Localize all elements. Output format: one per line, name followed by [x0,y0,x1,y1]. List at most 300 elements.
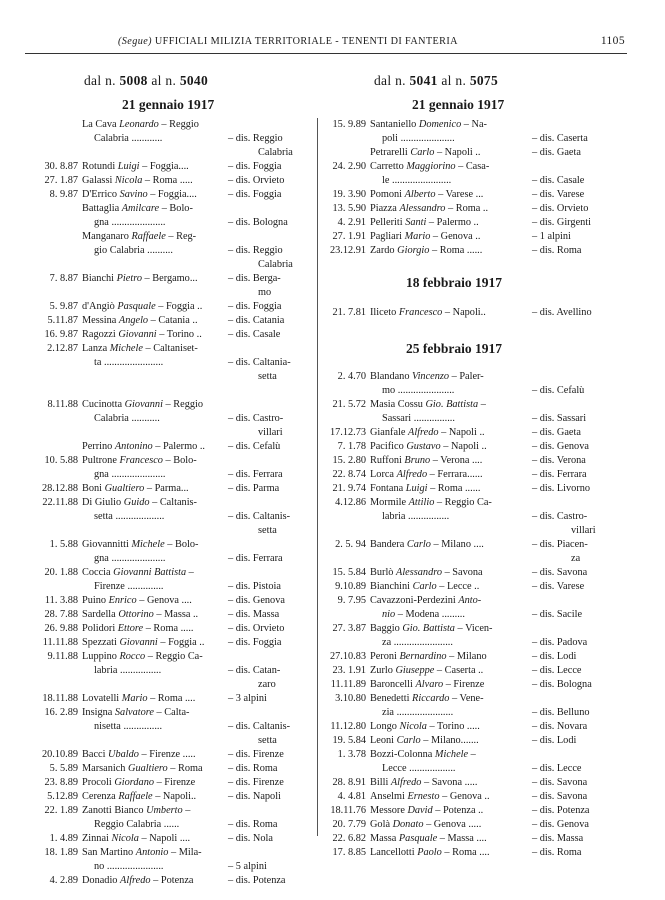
table-row [320,846,616,860]
entry-name [370,650,487,664]
table-row [22,468,314,482]
entry-name [82,790,196,804]
entry-surname: Pelleriti [370,217,406,228]
entry-destination-continued: Calabria [258,147,293,158]
entry-destination: – dis. Parma [228,483,280,494]
entry-given-name: Luigi [117,161,140,172]
entry-name [370,468,483,482]
table-row [22,174,314,188]
left-range-from: 5008 [119,73,148,88]
entry-name [370,146,480,160]
entry-given-name: Alessandro [396,567,442,578]
entry-surname: Marsanich [82,763,129,774]
table-row [22,538,314,552]
entry-destination-continued: villari [258,427,283,438]
left-range-to: 5040 [179,73,209,88]
entry-name [94,412,160,426]
entry-origin: – Milano [446,651,487,662]
entry-destination: – dis. Nola [228,833,273,844]
entry-surname: ta ....................... [94,357,164,368]
entry-given-name: Pietro [116,273,142,284]
entry-destination: – dis. Castro- [228,413,284,424]
entry-surname: poli ..................... [382,133,455,144]
header-rule [25,53,627,54]
entry-date: 21. 9.74 [332,483,366,494]
entry-date: 13. 5.90 [332,203,366,214]
entry-date: 15. 5.84 [332,567,366,578]
entry-destination: – dis. Catan- [228,665,281,676]
entry-surname: Messore [370,805,408,816]
table-row [22,580,314,594]
table-row [22,720,314,734]
entry-origin: – Firenze [443,679,485,690]
entry-given-name: Nicola [111,833,139,844]
table-row [22,636,314,650]
entry-destination: – dis. Varese [532,189,585,200]
entry-destination: – dis. Castro- [532,511,588,522]
entry-name [382,762,455,776]
table-row [22,370,314,384]
entry-surname: labria ................ [94,665,162,676]
entry-date: 28. 8.91 [332,777,366,788]
table-row [320,384,616,398]
entry-name [370,748,476,762]
entry-name [82,440,205,454]
entry-given-name: Mario [121,693,148,704]
entry-surname: Golà [370,819,393,830]
entry-date: 7. 1.78 [337,441,366,452]
entry-origin: – Na- [461,119,487,130]
entry-origin: – Mila- [168,847,202,858]
entry-origin: – Paler- [449,371,484,382]
entry-name [82,538,198,552]
entry-date: 20. 7.79 [332,819,366,830]
entry-name [82,454,197,468]
entry-surname: Longo [370,721,400,732]
table-row [22,286,314,300]
entry-destination: – dis. Massa [532,833,584,844]
entry-date: 27. 1.91 [332,231,366,242]
table-row [320,202,616,216]
entry-name [370,230,480,244]
entry-origin: – Vene- [449,693,484,704]
entry-destination: – dis. Savona [532,791,588,802]
entry-origin: – Bolo- [164,539,199,550]
entry-date: 5.11.87 [47,315,78,326]
entry-name [94,720,162,734]
entry-destination: – dis. Firenze [228,749,284,760]
entry-origin: – Vicen- [454,623,493,634]
entry-origin: – Foggia.... [147,189,197,200]
entry-surname: zia ...................... [382,707,454,718]
entry-surname: Polidori [82,623,118,634]
entry-surname: Bacci [82,749,109,760]
entry-name [370,678,484,692]
entry-origin: – Modena ......... [395,609,465,620]
entry-surname: Insigna [82,707,115,718]
table-row [320,146,616,160]
entry-origin: – Reggio Ca- [145,651,203,662]
entry-date: 11. 3.88 [44,595,78,606]
entry-date: 23. 1.91 [332,665,366,676]
entry-given-name: Francesco [398,307,443,318]
entry-date: 16. 2.89 [44,707,78,718]
entry-destination-continued: setta [258,735,277,746]
entry-surname: Bandera [370,539,407,550]
entry-name [82,874,193,888]
entry-surname: Lanza [82,343,110,354]
entry-origin: – Genova .. [430,231,481,242]
entry-given-name: Nicola [114,175,143,186]
entry-surname: Anselmi [370,791,408,802]
entry-surname: Billi [370,777,391,788]
entry-origin: – Roma .. [445,203,489,214]
table-row [320,706,616,720]
left-date-heading: 21 gennaio 1917 [122,97,215,112]
entry-date: 18.11.76 [330,805,366,816]
entry-name [370,790,490,804]
entry-origin: – Palermo .. [426,217,479,228]
entry-surname: Lorca [370,469,397,480]
table-row [22,650,314,664]
entry-destination: – 5 alpini [228,861,267,872]
entry-date: 17.12.73 [329,427,366,438]
entry-date: 17. 8.85 [332,847,366,858]
entry-date: 11.11.89 [330,679,366,690]
entry-date: 10. 5.88 [44,455,78,466]
entry-name [82,748,196,762]
entry-date: 27. 1.87 [44,175,78,186]
entry-origin: – Roma ..... [143,623,194,634]
table-row [22,202,314,216]
entry-surname: Cerenza [82,791,119,802]
entry-surname: Pacifico [370,441,407,452]
entry-date: 5. 9.87 [49,301,78,312]
entry-destination: – dis. Livorno [532,483,591,494]
entry-destination: – dis. Novara [532,721,588,732]
entry-date: 22. 8.74 [332,469,366,480]
entry-origin: – Savona ..... [421,777,478,788]
entry-name [82,272,198,286]
entry-origin: – Roma .... [147,693,196,704]
entry-given-name: Gualtiero [128,763,168,774]
entry-given-name: Alfredo [396,469,428,480]
entry-date: 4.12.86 [335,497,366,508]
entry-destination: – dis. Bologna [532,679,592,690]
table-row [320,510,616,524]
page-header [0,36,665,52]
table-row [320,412,616,426]
table-row [22,258,314,272]
table-row [320,650,616,664]
entry-date: 11.12.80 [330,721,366,732]
entry-origin: – Genova .. [439,791,490,802]
table-row [22,356,314,370]
entry-destination-continued: setta [258,371,277,382]
entry-name [382,608,465,622]
entry-given-name: Alberto [404,189,436,200]
entry-name [370,216,479,230]
page-number: 1105 [600,35,625,47]
entry-origin: – Genova .... [136,595,192,606]
entry-destination: – dis. Berga- [228,273,281,284]
entry-name [82,482,189,496]
entry-origin: – Calta- [153,707,190,718]
entry-origin: – Caltaniset- [142,343,198,354]
entry-date: 24. 2.90 [332,161,366,172]
entry-destination: – dis. Genova [532,819,589,830]
entry-given-name: Umberto [146,805,183,816]
entry-date: 4. 2.89 [49,875,78,886]
entry-origin: – Napoli.. [442,307,486,318]
table-row [22,440,314,454]
entry-given-name: Carlo [406,539,431,550]
entry-destination: – dis. Padova [532,637,588,648]
entry-origin: – [182,805,191,816]
entry-surname: Calabria ............ [94,133,163,144]
entry-surname: Luppino [82,651,120,662]
entry-destination-continued: mo [258,287,272,298]
entry-name [370,454,482,468]
entry-date: 18. 1.89 [44,847,78,858]
entry-date: 28.12.88 [41,483,78,494]
right-date-heading-3: 25 febbraio 1917 [406,341,502,356]
entry-surname: Calabria ........... [94,413,160,424]
entry-date: 23.12.91 [329,245,366,256]
entry-destination: – 3 alpini [228,693,267,704]
entry-surname: Zardo [370,245,398,256]
entry-name [370,692,484,706]
table-row [22,860,314,874]
entry-name [94,244,173,258]
entry-name [370,566,483,580]
entry-name [82,706,189,720]
entry-surname: nisetta ............... [94,721,163,732]
entry-name [82,342,198,356]
entry-surname: d'Angiò [82,301,118,312]
entry-given-name: Gustavo [406,441,441,452]
entry-surname: Blandano [370,371,413,382]
entry-date: 2. 4.70 [337,371,366,382]
entry-origin: – Massa .... [437,833,487,844]
entry-date: 15. 9.89 [332,119,366,130]
entry-origin: – Foggia.... [139,161,189,172]
entry-surname: Pagliari [370,231,405,242]
entry-name [382,412,455,426]
table-row [22,300,314,314]
table-row [320,804,616,818]
entry-name [370,426,485,440]
entry-destination: – dis. Firenze [228,777,284,788]
entry-surname: Reggio Calabria ...... [94,819,180,830]
entry-destination: – dis. Ferrara [228,553,283,564]
entry-name [82,496,197,510]
entry-surname: Piazza [370,203,400,214]
entry-destination: – dis. Ferrara [532,469,587,480]
entry-given-name: Domenico [418,119,462,130]
entry-origin: – Firenze ..... [138,749,196,760]
entry-given-name: Gualtiero [104,483,145,494]
entry-given-name: Donato [392,819,424,830]
entry-given-name: Angelo [118,315,149,326]
entry-name [82,846,202,860]
entry-name [94,216,166,230]
entry-date: 19. 3.90 [332,189,366,200]
table-row [320,454,616,468]
entry-given-name: Leonardo [119,119,159,130]
entry-surname: Coccia [82,567,114,578]
entry-origin: – Caserta .. [434,665,484,676]
entry-date: 9. 7.95 [337,595,366,606]
entry-date: 2.12.87 [47,343,78,354]
entry-origin: – Varese ... [435,189,484,200]
entry-origin: – Bolo- [162,455,197,466]
table-row [22,160,314,174]
entry-given-name: Attilio [408,497,435,508]
table-row [320,188,616,202]
table-row [22,832,314,846]
table-row [320,370,616,384]
table-row [22,384,314,398]
table-row [320,580,616,594]
entry-name [82,300,202,314]
entry-destination: – dis. Orvieto [228,623,285,634]
entry-surname: Cavazzoni-Perdezini [370,595,459,606]
entry-destination: – dis. Foggia [228,189,282,200]
entry-date: 5. 5.89 [49,763,78,774]
entry-destination: – dis. Ferrara [228,469,283,480]
entry-surname: Peroni [370,651,400,662]
entry-date: 11.11.88 [42,637,78,648]
table-row [22,146,314,160]
entry-destination: – dis. Caserta [532,133,588,144]
entry-origin: – Massa .. [153,609,199,620]
entry-name [370,594,481,608]
table-row [22,692,314,706]
entry-origin: – [478,399,486,410]
entry-name [370,202,488,216]
entry-origin: – Verona .... [430,455,483,466]
entry-given-name: Alfredo [120,875,151,886]
entry-given-name: Ettore [117,623,144,634]
entry-name [370,188,483,202]
table-row [320,160,616,174]
entry-origin: – Napoli .... [138,833,191,844]
entry-given-name: nio [382,609,396,620]
table-row [320,636,616,650]
table-row [320,832,616,846]
entry-name [94,552,166,566]
entry-surname: Giovannitti [82,539,132,550]
entry-name [82,566,194,580]
entry-destination: – dis. Savona [532,777,588,788]
entry-surname: Lovatelli [82,693,122,704]
entry-given-name: Riccardo [412,693,450,704]
table-row [22,524,314,538]
table-row [22,734,314,748]
entry-name [370,580,479,594]
entry-date: 1. 5.88 [49,539,78,550]
table-row [22,216,314,230]
entry-origin: – Napoli .. [434,147,481,158]
entry-date: 22. 6.82 [332,833,366,844]
entry-given-name: Alfredo [408,427,439,438]
entry-date: 9.10.89 [335,581,366,592]
entry-origin: – Casa- [455,161,490,172]
entry-surname: Puino [82,595,109,606]
column-divider [317,118,318,836]
entry-destination: – dis. Gaeta [532,427,581,438]
entry-destination: – dis. Lodi [532,651,577,662]
entry-name [82,776,195,790]
entry-given-name: Raffaele [131,231,166,242]
entry-surname: Fontana [370,483,406,494]
entry-name [82,174,193,188]
table-row [320,482,616,496]
table-row [320,132,616,146]
entry-date: 26. 9.88 [44,623,78,634]
entry-date: 20.10.89 [41,749,78,760]
entry-name [82,314,198,328]
entry-given-name: Carlo [410,147,435,158]
entry-name [94,860,164,874]
entry-name [94,510,164,524]
entry-name [370,160,489,174]
right-range-mid: al n. [441,73,467,88]
entry-name [82,622,193,636]
entry-origin: – Reggio [158,119,199,130]
entry-given-name: Pasquale [398,833,438,844]
entry-surname: Boni [82,483,105,494]
table-row [22,622,314,636]
entry-surname: Gianfale [370,427,409,438]
entry-surname: Rotundi [82,161,118,172]
table-row [320,398,616,412]
entry-name [94,468,166,482]
table-row [22,482,314,496]
table-row [22,272,314,286]
entry-origin: – Catania .. [148,315,198,326]
left-range-mid: al n. [151,73,177,88]
entry-destination: – dis. Casale [228,329,281,340]
entry-date: 15. 2.80 [332,455,366,466]
segue-label: (Segue) [118,36,152,47]
entry-name [370,818,481,832]
entry-date: 8. 9.87 [49,189,78,200]
entry-surname: Di Giulio [82,497,124,508]
entry-name [370,832,487,846]
table-row [22,608,314,622]
entry-surname: Spezzati [82,637,120,648]
table-row [320,762,616,776]
entry-origin: – Roma ..... [142,175,193,186]
entry-name [82,188,197,202]
entry-surname: Baroncelli [370,679,416,690]
table-row [22,748,314,762]
entry-name [82,636,204,650]
entry-name [382,510,449,524]
entry-origin: – Bolo- [159,203,193,214]
entry-origin: – Caltanis- [149,497,197,508]
table-row [320,552,616,566]
entry-given-name: Alessandro [399,203,446,214]
entry-surname: La Cava [82,119,120,130]
table-row [320,496,616,510]
entry-origin: – Reggio [162,399,203,410]
entry-name [82,398,203,412]
left-range-prefix: dal n. [84,73,116,88]
entry-given-name: Giovanni [118,329,157,340]
